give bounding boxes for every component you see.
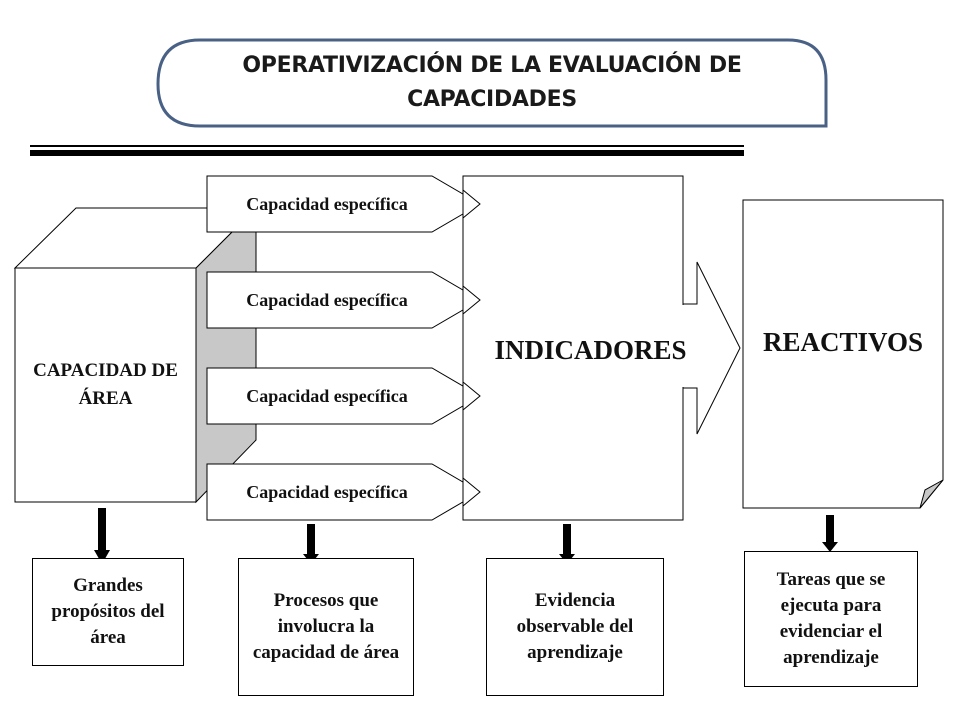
capacity-label-4: Capacidad específica	[246, 481, 408, 502]
page-title: OPERATIVIZACIÓN DE LA EVALUACIÓN DE CAPACIDADES	[242, 53, 742, 112]
area-label: CAPACIDAD DE ÁREA	[33, 360, 178, 409]
capacity-label-1: Capacidad específica	[246, 193, 408, 214]
title-rule-thin	[30, 145, 744, 147]
description-evidence: Evidencia observable del aprendizaje	[486, 558, 664, 696]
capacity-label-3: Capacidad específica	[246, 385, 408, 406]
indicators-label: INDICADORES	[494, 334, 687, 365]
description-tasks: Tareas que se ejecuta para evidenciar el aprendizaje	[744, 551, 918, 687]
capacity-label-2: Capacidad específica	[246, 289, 408, 310]
description-area-purposes: Grandes propósitos del área	[32, 558, 184, 666]
down-arrow-1	[94, 508, 110, 564]
title-rule-thick	[30, 150, 744, 156]
down-arrow-4	[822, 515, 838, 552]
description-processes: Procesos que involucra la capacidad de área	[238, 558, 414, 696]
reactives-label: REACTIVOS	[763, 326, 923, 357]
